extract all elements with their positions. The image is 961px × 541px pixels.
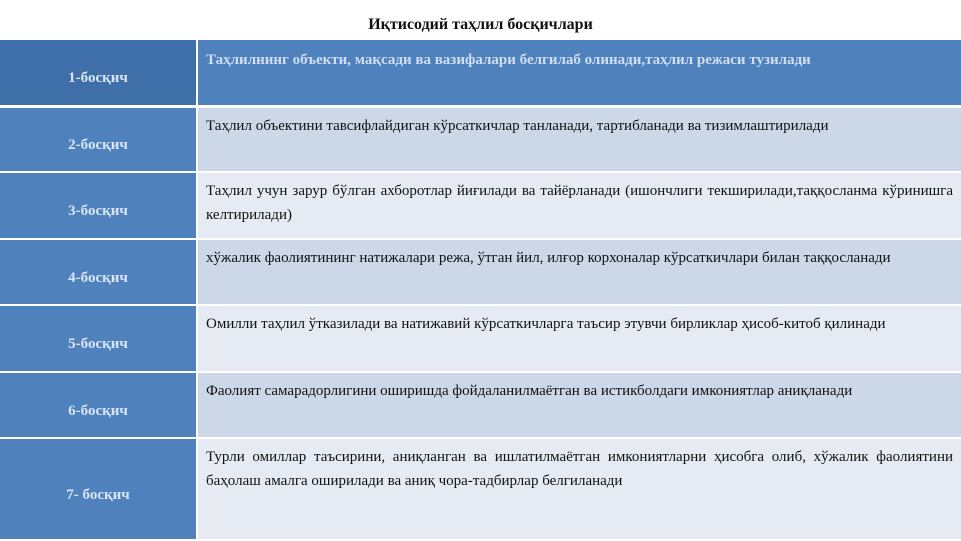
step-label: 1-босқич <box>0 40 197 106</box>
step-description: Омилли таҳлил ўтказилади ва натижавий кўрсаткичларга таъсир этувчи бирликлар ҳисоб-китоб қилинади <box>197 305 961 372</box>
table-row <box>0 239 961 305</box>
step-description: Таҳлил учун зарур бўлган ахборотлар йиғилади ва тайёрланади (ишончлиги текширилади,таққосланма кўринишга келтирилади) <box>197 172 961 239</box>
step-label: 3-босқич <box>0 172 197 239</box>
table-row <box>0 372 961 438</box>
step-label: 7- босқич <box>0 438 197 540</box>
step-description: хўжалик фаолиятининг натижалари режа, ўтган йил, илғор корхоналар кўрсаткичлари билан таққосланади <box>197 239 961 305</box>
table-row <box>0 40 961 106</box>
table-row <box>0 106 961 172</box>
table-row <box>0 172 961 239</box>
step-label: 2-босқич <box>0 106 197 172</box>
table-row <box>0 438 961 540</box>
step-description: Таҳлил объектини тавсифлайдиган кўрсаткичлар танланади, тартибланади ва тизимлаштирилади <box>197 106 961 172</box>
step-description: Таҳлилнинг объекти, мақсади ва вазифалари белгилаб олинади,таҳлил режаси тузилади <box>197 40 961 106</box>
step-label: 4-босқич <box>0 239 197 305</box>
page-title: Иқтисодий таҳлил босқичлари <box>368 16 593 33</box>
table-row <box>0 305 961 372</box>
step-label: 6-босқич <box>0 372 197 438</box>
step-description: Турли омиллар таъсирини, аниқланган ва ишлатилмаётган имкониятларни ҳисобга олиб, хўжалик фаолиятини баҳолаш амалга оширилади ва аниқ чора-тадбирлар белгиланади <box>197 438 961 540</box>
steps-table <box>0 40 961 541</box>
step-label: 5-босқич <box>0 305 197 372</box>
step-description: Фаолият самарадорлигини оширишда фойдаланилмаётган ва истикболдаги имкониятлар аниқланади <box>197 372 961 438</box>
